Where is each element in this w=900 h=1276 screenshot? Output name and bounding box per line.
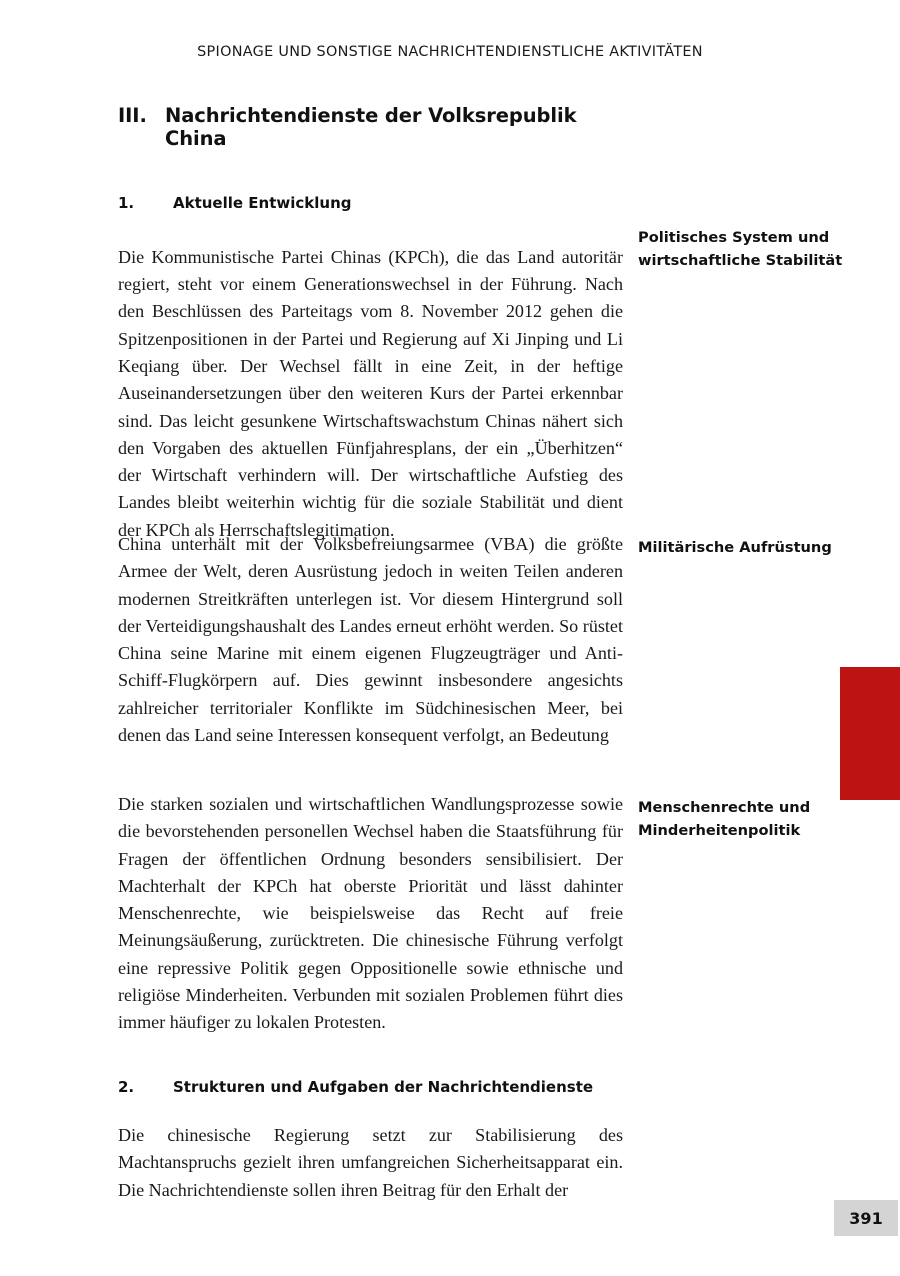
paragraph-3: Die starken sozialen und wirtschaftlichen Wandlungsprozesse sowie die bevorstehenden personellen Wechsel haben die Staatsführung für Fragen der öffentlichen Ordnung besonders sensibilisiert. Der Machterhalt der KPCh hat oberste Priorität und lässt dahinter Menschenrechte, wie beispielsweise das Recht auf freie Meinungsäußerung, zurücktreten. Die chinesische Führung verfolgt eine repressive Politik gegen Oppositionelle sowie ethnische und religiöse Minderheiten. Verbunden mit sozialen Problemen führt dies immer häufiger zu lokalen Protesten. <box>118 794 623 1033</box>
section-title-2: Strukturen und Aufgaben der Nachrichtendienste <box>173 1078 594 1096</box>
paragraph-4: Die chinesische Regierung setzt zur Stabilisierung des Machtanspruchs gezielt ihren umfangreichen Sicherheitsapparat ein. Die Nachrichtendienste sollen ihren Beitrag für den Erhalt der <box>118 1125 623 1200</box>
running-header: SPIONAGE UND SONSTIGE NACHRICHTENDIENSTLICHE AKTIVITÄTEN <box>197 44 703 60</box>
section-number-1: 1. <box>118 193 135 212</box>
paragraph-2-block <box>118 531 623 749</box>
chapter-heading-block <box>118 104 623 544</box>
chapter-heading <box>118 104 623 151</box>
section-title-1: Aktuelle Entwicklung <box>173 193 352 212</box>
chapter-title: Nachrichtendienste der Volksrepublik China <box>165 104 577 151</box>
margin-note-menschenrechte: Menschenrechte und Minderheitenpolitik <box>638 799 811 839</box>
page-number-box <box>834 1200 898 1236</box>
section-heading-1 <box>118 151 623 212</box>
paragraph-3-block <box>118 791 623 1037</box>
section-heading-2 <box>118 1078 623 1096</box>
chapter-number: III. <box>118 104 147 127</box>
page-number: 391 <box>849 1208 883 1228</box>
section-number-2: 2. <box>118 1078 135 1096</box>
section-2-block <box>118 1078 623 1204</box>
paragraph-1: Die Kommunistische Partei Chinas (KPCh), die das Land autoritär regiert, steht vor einem Generationswechsel in der Führung. Nach den Beschlüssen des Parteitags vom 8. November 2012 gehen die Spitzenpositionen in der Partei und Regierung auf Xi Jinping und Li Keqiang über. Der Wechsel fällt in eine Zeit, in der heftige Auseinandersetzungen über den weiteren Kurs der Partei erkennbar sind. Das leicht gesunkene Wirtschaftswachstum Chinas nähert sich den Vorgaben des aktuellen Fünfjahresplans, der ein „Überhitzen“ der Wirtschaft verhindern will. Der wirtschaftliche Aufstieg des Landes bleibt weiterhin wichtig für die soziale Stabilität und dient der KPCh als Herrschaftslegitimation. <box>118 246 623 540</box>
margin-note-militaerische-aufruestung: Militärische Aufrüstung <box>638 539 832 556</box>
paragraph-2: China unterhält mit der Volksbefreiungsarmee (VBA) die größte Armee der Welt, deren Ausrüstung jedoch in weiten Teilen anderen modernen Streitkräften unterlegen ist. Vor diesem Hintergrund soll der Verteidigungshaushalt des Landes erneut erhöht werden. So rüstet China seine Marine mit einem eigenen Flugzeugträger und Anti-Schiff-Flugkörpern auf. Dies gewinnt insbesondere angesichts zahlreicher territorialer Konflikte im Südchinesischen Meer, bei denen das Land seine Interessen konsequent verfolgt, an Bedeutung <box>118 534 623 746</box>
margin-note-politisches-system: Politisches System und wirtschaftliche Stabilität <box>638 229 843 269</box>
chapter-thumb-tab <box>840 667 900 800</box>
